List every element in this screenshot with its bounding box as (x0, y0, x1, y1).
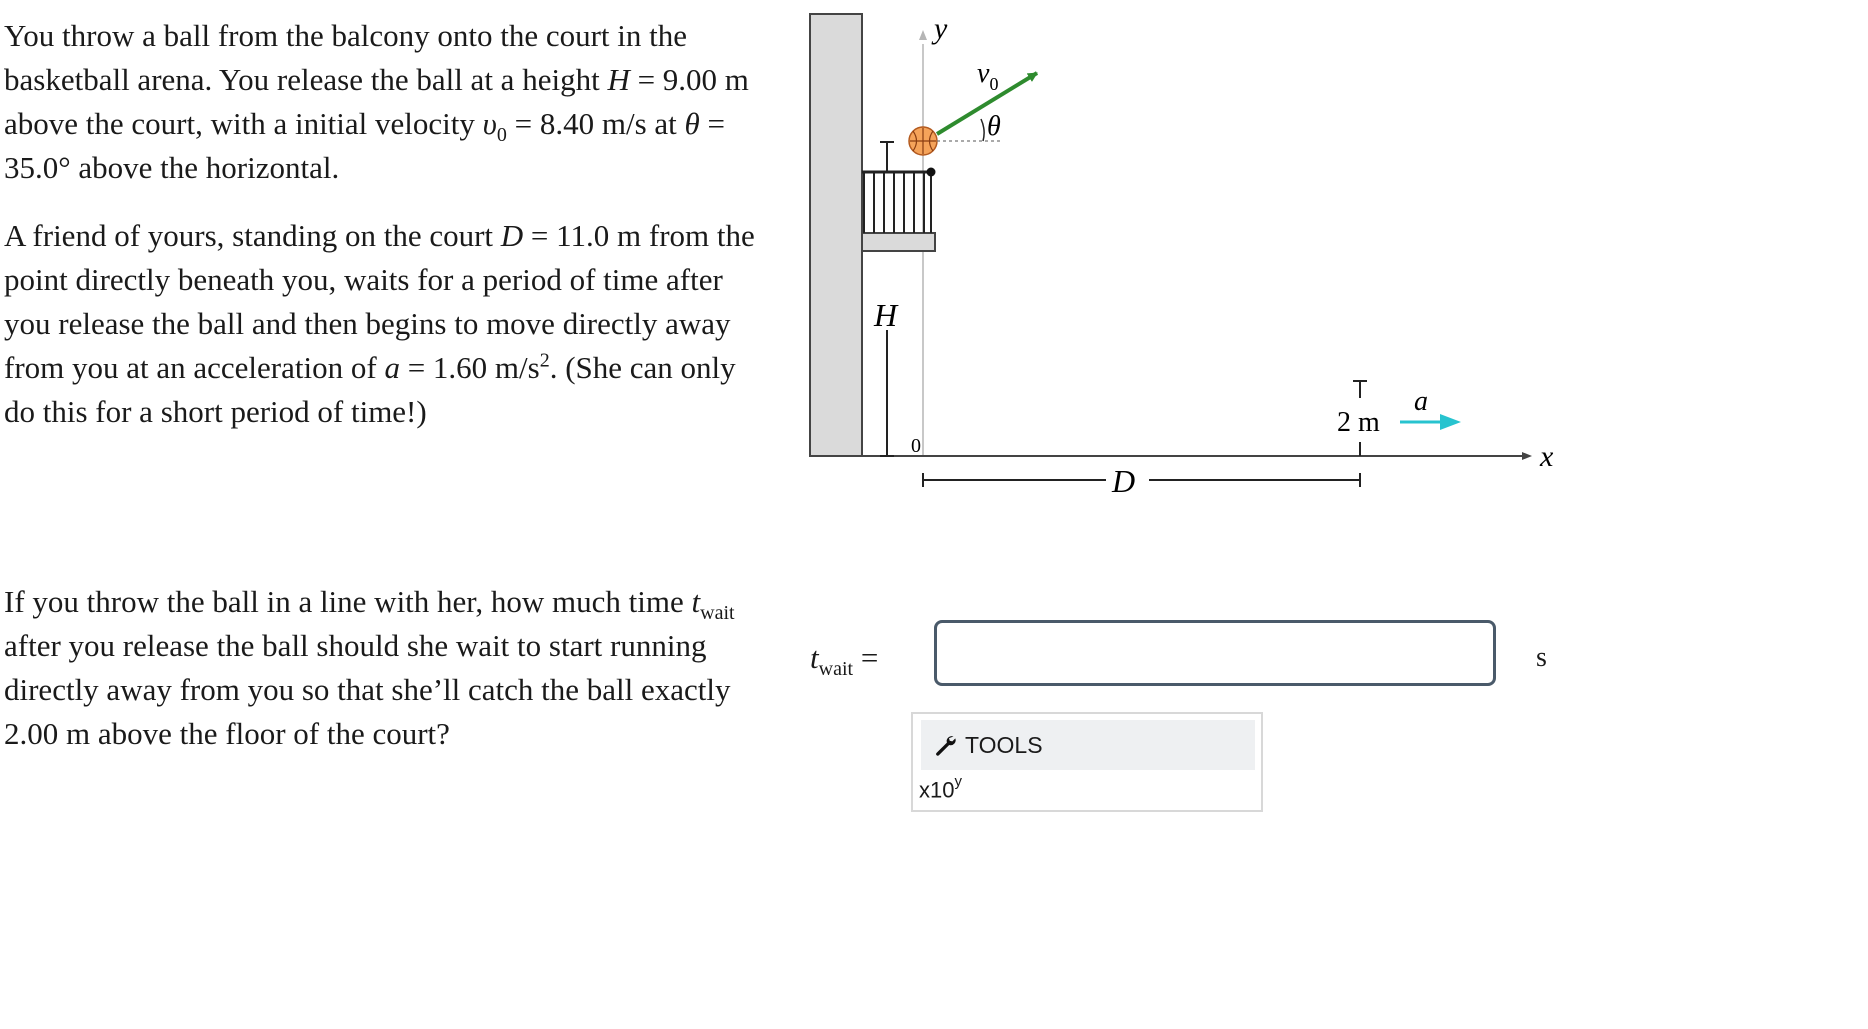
answer-t-symbol: t (810, 640, 819, 675)
basketball-lines (910, 128, 936, 154)
p1-text-b: = 9.00 m above the court, with a initial velocity (4, 62, 749, 141)
sci-base: x10 (919, 777, 955, 803)
origin-label: 0 (911, 435, 921, 457)
x-axis-label: x (1540, 440, 1554, 473)
q-t-subscript: wait (700, 602, 735, 625)
tools-panel (911, 712, 1263, 812)
y-axis-label: y (934, 12, 948, 45)
p2-text-d: . (She can only do this for a short period of time!) (4, 350, 736, 429)
problem-paragraph-2 (4, 214, 764, 434)
q-text-b: after you release the ball should she wait to start running directly away from you so that she’ll catch the ball exactly 2.00 m above the floor of the court? (4, 628, 731, 751)
p1-v-subscript: 0 (496, 124, 507, 147)
q-t-symbol: t (691, 584, 701, 619)
acceleration-label: a (1414, 386, 1428, 417)
p2-a-symbol: a (384, 350, 400, 385)
scientific-notation-button[interactable] (919, 773, 962, 803)
answer-t-subscript: wait (818, 658, 854, 681)
p1-text-c: = 8.40 m/s at (506, 106, 685, 141)
p1-text-a: You throw a ball from the balcony onto the court in the basketball arena. You release the ball at a height (4, 18, 688, 97)
railing-knob (927, 168, 936, 177)
p1-H-symbol: H (607, 62, 630, 97)
acceleration-arrowhead (1440, 414, 1461, 430)
wall (810, 14, 862, 456)
x-axis-arrowhead (1522, 452, 1532, 460)
p2-text-b: = 11.0 m from the point directly beneath you, waits for a period of time after you release the ball and then begins to move directly away from you at an acceleration of (4, 218, 755, 385)
tools-label: TOOLS (965, 731, 1043, 758)
height-label: H (874, 297, 898, 333)
p1-theta-symbol: θ (684, 106, 700, 141)
p2-text-a: A friend of yours, standing on the court (4, 218, 501, 253)
q-text-a: If you throw the ball in a line with her, how much time (4, 584, 692, 619)
p2-text-c: = 1.60 m/s (399, 350, 540, 385)
question-paragraph (4, 580, 764, 756)
projectile-diagram (800, 0, 1868, 520)
angle-arc (981, 119, 984, 141)
p2-D-symbol: D (500, 218, 524, 253)
velocity-label: $v_0$ (977, 58, 999, 94)
p2-superscript: 2 (539, 349, 550, 372)
distance-dimension (923, 473, 1360, 487)
p1-text-d: = 35.0° above the horizontal. (4, 106, 725, 185)
sci-exponent: y (954, 773, 962, 790)
two-meter-label: 2 m (1337, 407, 1380, 438)
p1-v-symbol: υ (482, 106, 497, 141)
wrench-icon (933, 733, 957, 757)
y-axis-arrowhead (919, 30, 927, 40)
balcony-railing (862, 172, 931, 233)
distance-label: D (1112, 463, 1136, 499)
balcony-floor (862, 233, 935, 251)
answer-input[interactable] (934, 620, 1496, 686)
answer-equals: = (860, 640, 879, 675)
answer-unit: s (1536, 642, 1547, 673)
tools-button[interactable] (921, 720, 1255, 770)
problem-paragraph-1 (4, 14, 764, 190)
angle-label: θ (987, 111, 1001, 142)
answer-label (810, 640, 878, 681)
